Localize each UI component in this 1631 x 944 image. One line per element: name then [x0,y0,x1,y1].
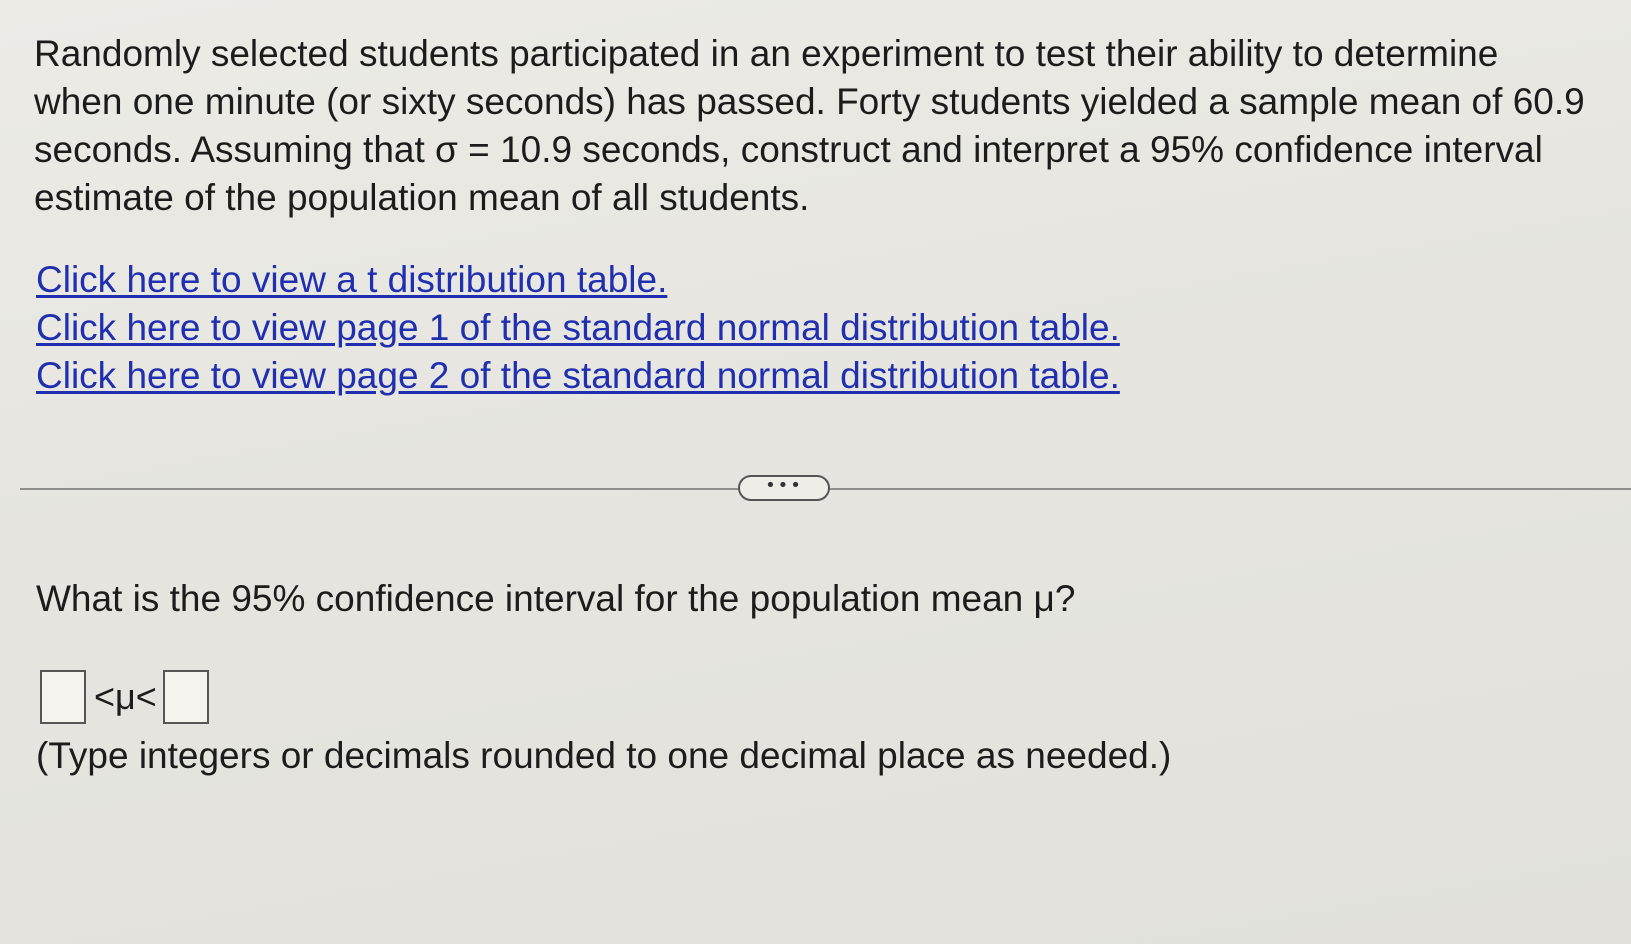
t-distribution-table-link[interactable]: Click here to view a t distribution table. [36,259,668,300]
lower-bound-input[interactable] [40,670,86,724]
upper-bound-input[interactable] [163,670,209,724]
expand-more-button[interactable]: ••• [738,475,830,501]
table-links [36,256,1120,400]
question-text: Randomly selected students participated in an experiment to test their ability to determine when one minute (or sixty seconds) has passed. Forty students yielded a sample mean of 60.9 seconds. Assuming that σ = 10.9 seconds, construct and interpret a 95% confidence interval estimate of the population mean of all students. [34,33,1585,218]
normal-table-page1-link[interactable]: Click here to view page 1 of the standard normal distribution table. [36,307,1120,348]
normal-table-page2-link[interactable]: Click here to view page 2 of the standard normal distribution table. [36,355,1120,396]
question-prompt: What is the 95% confidence interval for the population mean μ? [36,578,1076,619]
mu-inequality: <μ< [94,676,157,717]
answer-hint: (Type integers or decimals rounded to one decimal place as needed.) [36,735,1172,776]
answer-row [40,670,209,724]
